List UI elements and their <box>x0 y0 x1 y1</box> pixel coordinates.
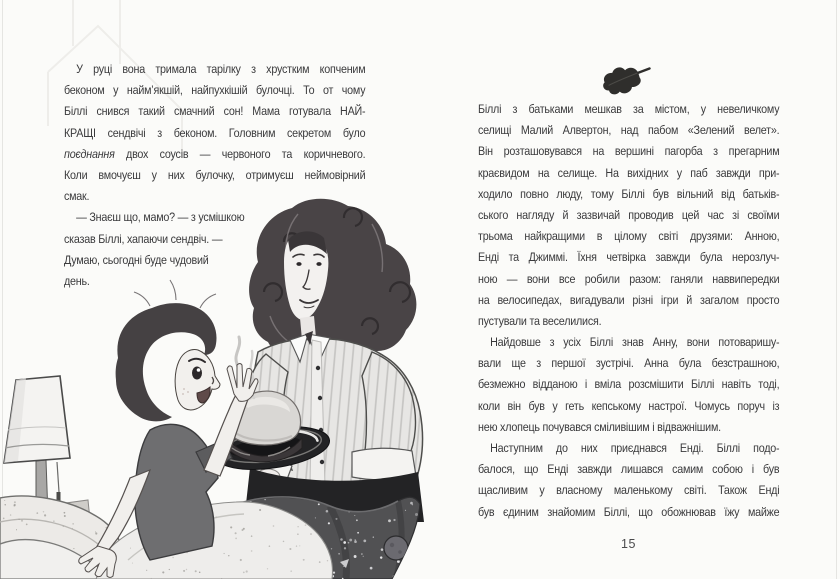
text-line: вали ще з першої зустрічі. Анна була безстрашною, <box>478 356 780 371</box>
text-line: Наступним до них приєднався Енді. Біллі подо- <box>490 441 780 455</box>
text-line: був єдиним знайомим Біллі, що обожнював їжу майже <box>478 504 780 519</box>
text-line: ського нагляду й зазвичай проводив цей час зі своїми <box>478 207 780 222</box>
left-page-text <box>64 59 412 292</box>
right-page-text <box>478 99 826 523</box>
text-line: Думаю, сьогодні буде чудовий <box>64 252 209 267</box>
text-line: Найдовше з усіх Біллі знав Анну, вони потоваришу- <box>490 335 780 350</box>
italic-word: поєднання <box>64 146 115 161</box>
text-line: краєвидом на селище. На вихідних у паб завжди при- <box>478 165 780 180</box>
text-line: Енді та Джиммі. Їхня четвірка завжди була нерозлуч- <box>478 250 780 265</box>
text-line: беконом у найм’якшій, найпухкішій булочці. То от чому <box>64 83 366 98</box>
oak-leaf-icon <box>599 58 655 96</box>
boy-shirt <box>135 424 218 560</box>
right-page-edge <box>836 0 837 579</box>
text-line: день. <box>64 273 90 288</box>
planet <box>384 536 408 560</box>
text-line: — Знаєш що, мамо? — з усмішкою <box>76 210 245 225</box>
text-line: КРАЩІ сендвічі з беконом. Головним секретом було <box>64 125 366 140</box>
text-segment: двох соусів — червоного та коричневого. <box>114 146 366 161</box>
text-line: пустували та веселилися. <box>478 313 602 328</box>
text-line: нею хлопець почувався сміливішим і відважнішим. <box>478 419 721 434</box>
text-line: смак. <box>64 189 90 204</box>
text-line: Біллі з батьками мешкав за містом, у невеличкому <box>478 102 780 116</box>
text-line: ною — вони все робили разом: ганяли наввипередки <box>478 271 780 286</box>
text-line: трьома найкращими в цілому світі друзями: Анною, <box>478 229 780 244</box>
text-line: У руці вона тримала тарілку з хрустким копченим <box>76 62 366 76</box>
text-line: сказав Біллі, хапаючи сендвіч. — <box>64 231 223 246</box>
text-line: селищі Малий Алвертон, над пабом «Зелений велет». <box>478 123 780 138</box>
text-line: Біллі снився такий смачний сон! Мама готувала НАЙ- <box>64 104 366 119</box>
text-line: коли він був у геть кепському настрої. Чомусь поруч із <box>478 398 780 413</box>
page-number: 15 <box>621 537 636 551</box>
text-line <box>64 144 365 165</box>
text-line: ходило повно люду, тому Біллі був вільний від батьків- <box>478 186 780 201</box>
text-line: щасливим у власному маленькому світі. Також Енді <box>478 483 780 498</box>
text-line: на велосипедах, вигадували різні ігри й загалом просто <box>478 292 780 307</box>
text-line: Коли вмочуєш у них булочку, отримуєш неймовірний <box>64 167 366 182</box>
text-line: безмежно відданою і вміла розсмішити Біллі навіть тоді, <box>478 377 780 392</box>
text-line: Він розташовувався на вершині пагорба з прегарним <box>478 144 780 159</box>
text-line: балося, що Енді завжди лишався самим собою і був <box>478 462 780 477</box>
